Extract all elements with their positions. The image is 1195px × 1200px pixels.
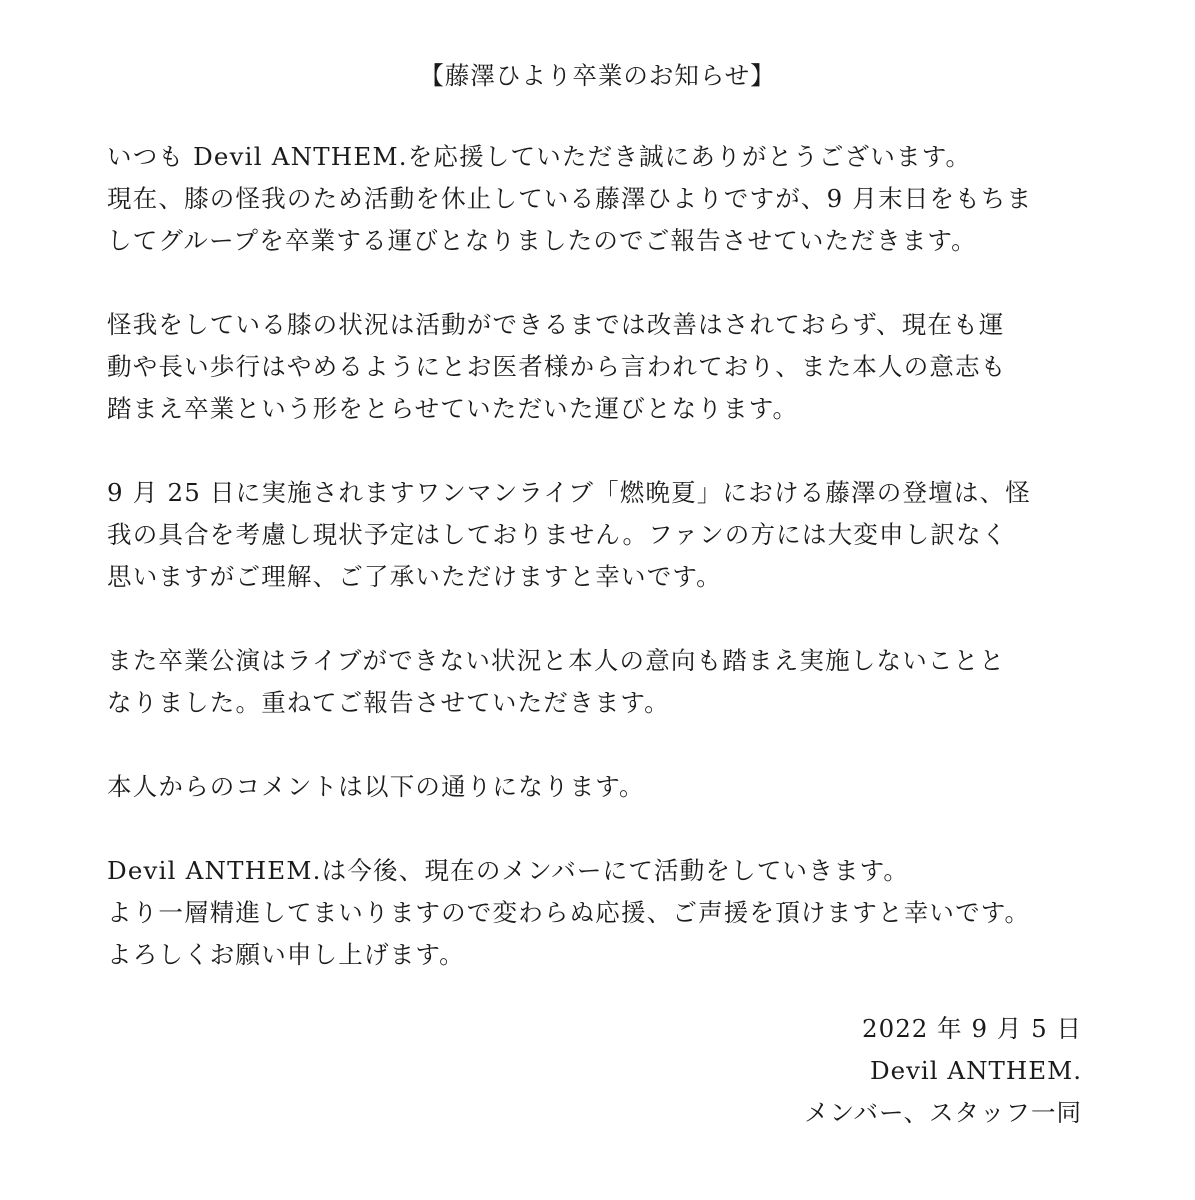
text-line: 現在、膝の怪我のため活動を休止している藤澤ひよりですが、9 月末日をもちま (107, 184, 1033, 213)
text-line: 踏まえ卒業という形をとらせていただいた運びとなります。 (107, 394, 799, 423)
text-line: 思いますがご理解、ご了承いただけますと幸いです。 (107, 562, 722, 591)
text-line: よろしくお願い申し上げます。 (107, 940, 465, 969)
text-line: 我の具合を考慮し現状予定はしておりません。ファンの方には大変申し訳なく (107, 520, 1008, 549)
text-line: より一層精進してまいりますので変わらぬ応援、ご声援を頂けますと幸いです。 (107, 898, 1031, 927)
announcement-body (107, 136, 1087, 1018)
text-line: 9 月 25 日に実施されますワンマンライブ「燃晩夏」における藤澤の登壇は、怪 (107, 478, 1031, 507)
signature-block (804, 1008, 1082, 1134)
text-line: 本人からのコメントは以下の通りになります。 (107, 772, 645, 801)
paragraph-comment-intro (107, 766, 1087, 808)
text-line: 動や長い歩行はやめるようにとお医者様から言われており、また本人の意志も (107, 352, 1007, 381)
signature-group-name: Devil ANTHEM. (869, 1056, 1082, 1085)
signature-date: 2022 年 9 月 5 日 (862, 1014, 1082, 1043)
text-line: いつも Devil ANTHEM.を応援していただき誠にありがとうございます。 (107, 142, 972, 171)
paragraph-graduation-concert (107, 640, 1087, 724)
text-line: また卒業公演はライブができない状況と本人の意向も踏まえ実施しないことと (107, 646, 1006, 675)
paragraph-greeting (107, 136, 1087, 262)
announcement-title: 【藤澤ひより卒業のお知らせ】 (419, 61, 776, 90)
paragraph-live-appearance (107, 472, 1087, 598)
text-line: なりました。重ねてご報告させていただきます。 (107, 688, 670, 717)
paragraph-injury-status (107, 304, 1087, 430)
text-line: してグループを卒業する運びとなりましたのでご報告させていただきます。 (107, 226, 977, 255)
text-line: Devil ANTHEM.は今後、現在のメンバーにて活動をしていきます。 (107, 856, 910, 885)
signature-members: メンバー、スタッフ一同 (804, 1098, 1082, 1127)
paragraph-closing (107, 850, 1087, 976)
text-line: 怪我をしている膝の状況は活動ができるまでは改善はされておらず、現在も運 (107, 310, 1005, 339)
